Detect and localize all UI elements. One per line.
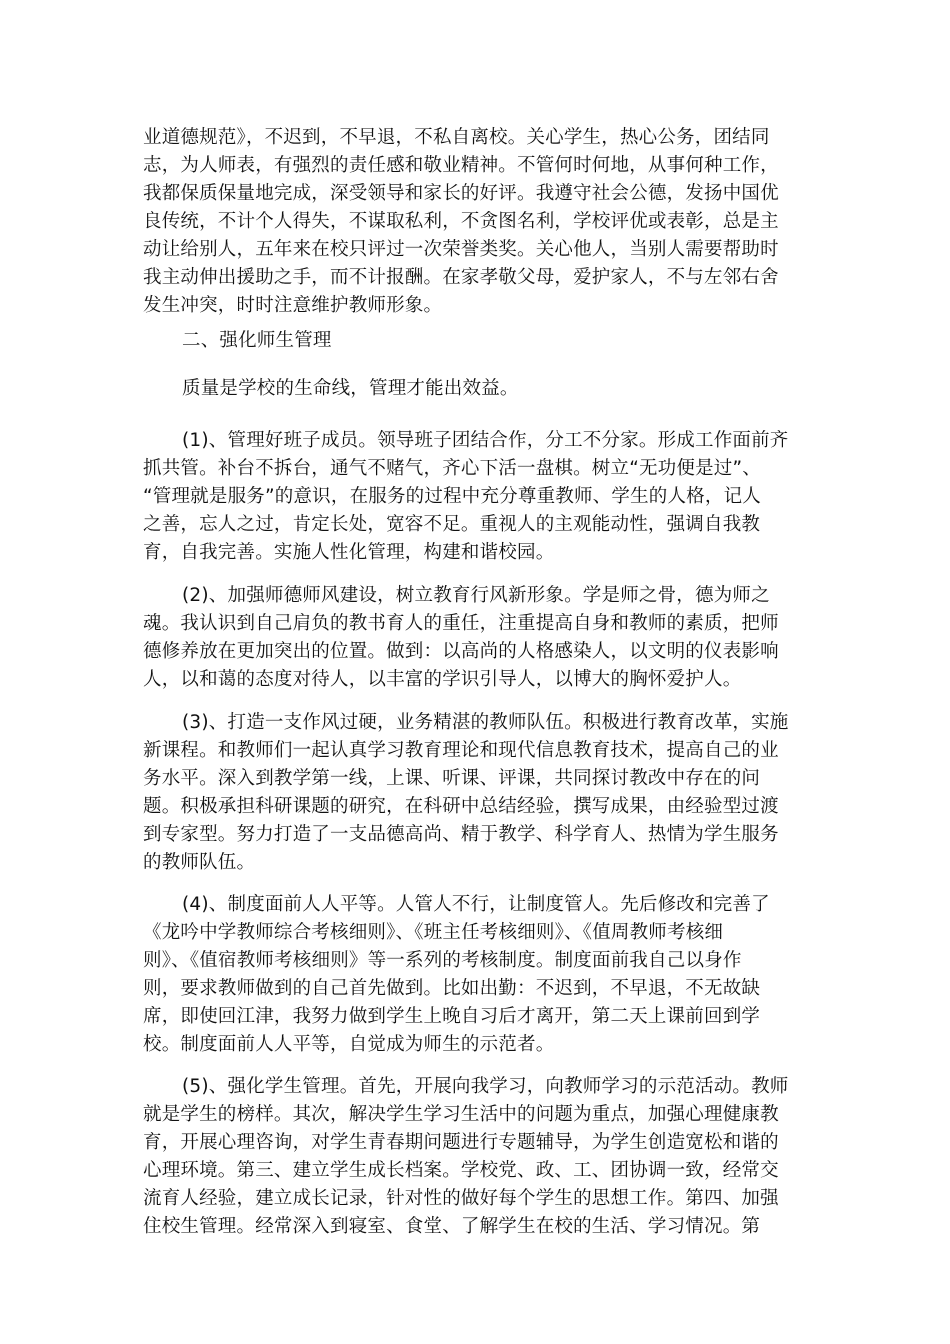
text-line: 育，自我完善。实施人性化管理，构建和谐校园。 [143, 542, 555, 563]
text-line: 之善，忘人之过，肯定长处，宽容不足。重视人的主观能动性，强调自我教 [143, 514, 761, 535]
text-line: (3)、打造一支作风过硬，业务精湛的教师队伍。积极进行教育改革，实施 [182, 712, 789, 733]
text-line: 校。制度面前人人平等，自觉成为师生的示范者。 [143, 1034, 555, 1055]
text-line: (4)、制度面前人人平等。人管人不行，让制度管人。先后修改和完善了 [182, 894, 770, 915]
text-line: 就是学生的榜样。其次，解决学生学习生活中的问题为重点，加强心理健康教 [143, 1104, 779, 1125]
section-heading: 二、强化师生管理 [182, 330, 332, 351]
text-line: 魂。我认识到自己肩负的教书育人的重任，注重提高自身和教师的素质，把师 [143, 613, 779, 634]
text-line: 志，为人师表，有强烈的责任感和敬业精神。不管何时何地，从事何种工作， [143, 155, 779, 176]
text-line: 务水平。深入到教学第一线，上课、听课、评课，共同探讨教改中存在的问 [143, 768, 761, 789]
text-line: 育，开展心理咨询，对学生青春期问题进行专题辅导，为学生创造宽松和谐的 [143, 1132, 779, 1153]
text-line: 人，以和蔼的态度对待人，以丰富的学识引导人，以博大的胸怀爱护人。 [143, 669, 742, 690]
text-line: 我都保质保量地完成，深受领导和家长的好评。我遵守社会公德，发扬中国优 [143, 183, 779, 204]
text-line: 业道德规范》，不迟到，不早退，不私自离校。关心学生，热心公务，团结同 [143, 127, 770, 148]
text-line: 发生冲突，时时注意维护教师形象。 [143, 295, 443, 316]
text-line: 德修养放在更加突出的位置。做到：以高尚的人格感染人，以文明的仪表影响 [143, 641, 779, 662]
text-line: 流育人经验，建立成长记录，针对性的做好每个学生的思想工作。第四、加强 [143, 1188, 779, 1209]
text-line: 新课程。和教师们一起认真学习教育理论和现代信息教育技术，提高自己的业 [143, 740, 779, 761]
text-line: 席，即使回江津，我努力做到学生上晚自习后才离开，第二天上课前回到学 [143, 1006, 761, 1027]
text-line: 到专家型。努力打造了一支品德高尚、精于教学、科学育人、热情为学生服务 [143, 824, 779, 845]
text-line: (1)、管理好班子成员。领导班子团结合作，分工不分家。形成工作面前齐 [182, 430, 789, 451]
text-line: 住校生管理。经常深入到寝室、食堂、了解学生在校的生活、学习情况。第 [143, 1216, 761, 1237]
text-line: 则，要求教师做到的自己首先做到。比如出勤：不迟到，不早退，不无故缺 [143, 978, 761, 999]
text-line: 题。积极承担科研课题的研究，在科研中总结经验，撰写成果，由经验型过渡 [143, 796, 779, 817]
text-line: 抓共管。补台不拆台，通气不赌气，齐心下活一盘棋。树立“无功便是过”、 [143, 458, 761, 479]
text-line: 良传统，不计个人得失，不谋取私利，不贪图名利，学校评优或表彰，总是主 [143, 211, 779, 232]
intro-sentence: 质量是学校的生命线，管理才能出效益。 [182, 378, 519, 399]
text-line: (5)、强化学生管理。首先，开展向我学习，向教师学习的示范活动。教师 [182, 1076, 789, 1097]
text-line: (2)、加强师德师风建设，树立教育行风新形象。学是师之骨，德为师之 [182, 585, 770, 606]
text-line: 则》、《值宿教师考核细则》等一系列的考核制度。制度面前我自己以身作 [143, 950, 742, 971]
text-line: 我主动伸出援助之手，而不计报酬。在家孝敬父母，爱护家人，不与左邻右舍 [143, 267, 779, 288]
text-line: 《龙吟中学教师综合考核细则》、《班主任考核细则》、《值周教师考核细 [143, 922, 724, 943]
text-line: 动让给别人，五年来在校只评过一次荣誉类奖。关心他人，当别人需要帮助时 [143, 239, 779, 260]
text-line: 心理环境。第三、建立学生成长档案。学校党、政、工、团协调一致，经常交 [143, 1160, 779, 1181]
text-line: 的教师队伍。 [143, 852, 256, 873]
text-line: “管理就是服务”的意识，在服务的过程中充分尊重教师、学生的人格，记人 [143, 486, 761, 507]
